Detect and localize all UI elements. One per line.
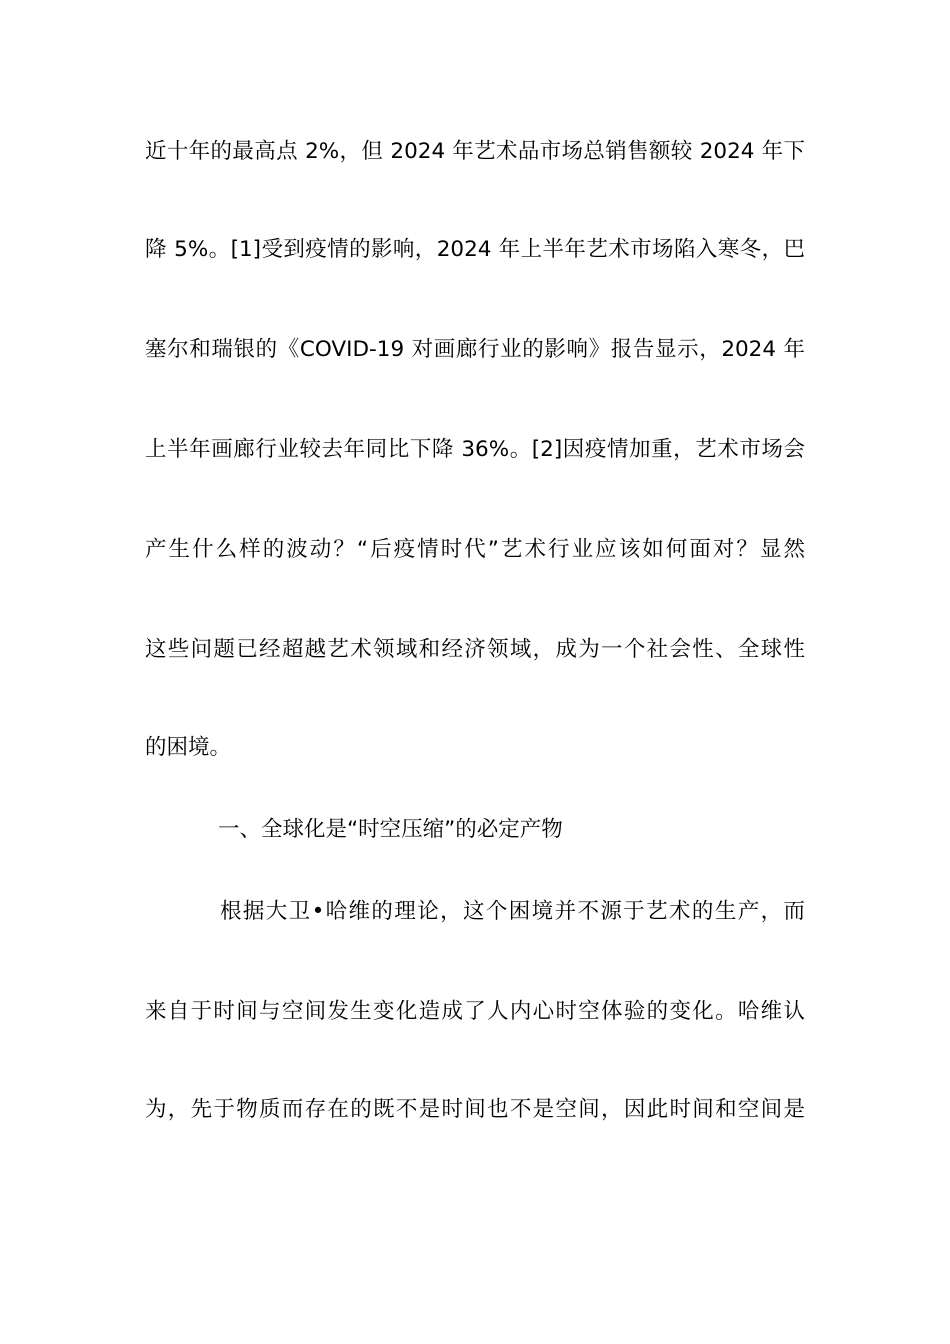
body-text-line: 来自于时间与空间发生变化造成了人内心时空体验的变化。哈维认 <box>145 999 805 1024</box>
body-text-line: 上半年画廊行业较去年同比下降 36%。[2]因疫情加重，艺术市场会 <box>145 437 805 462</box>
body-text-line: 这些问题已经超越艺术领域和经济领域，成为一个社会性、全球性 <box>145 637 805 662</box>
body-text-line: 降 5%。[1]受到疫情的影响，2024 年上半年艺术市场陷入寒冬，巴 <box>145 237 805 262</box>
body-text-line: 根据大卫•哈维的理论，这个困境并不源于艺术的生产，而 <box>220 899 805 924</box>
body-text-line: 塞尔和瑞银的《COVID-19 对画廊行业的影响》报告显示，2024 年 <box>145 337 805 362</box>
body-text-line: 的困境。 <box>145 735 232 760</box>
body-text-line: 产生什么样的波动？“后疫情时代”艺术行业应该如何面对？显然 <box>145 537 805 562</box>
body-text-line: 为，先于物质而存在的既不是时间也不是空间，因此时间和空间是 <box>145 1097 805 1122</box>
body-text-line: 近十年的最高点 2%，但 2024 年艺术品市场总销售额较 2024 年下 <box>145 139 805 164</box>
section-heading: 一、全球化是“时空压缩”的必定产物 <box>218 817 563 842</box>
